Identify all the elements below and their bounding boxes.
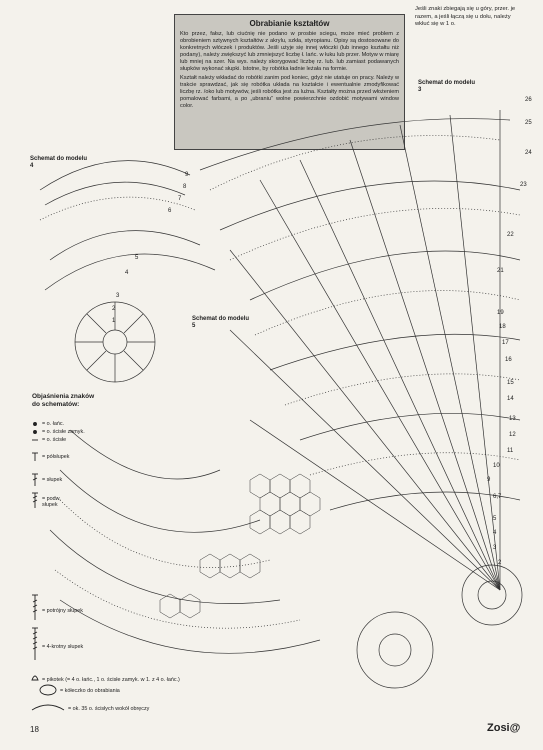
ring-icon	[40, 685, 56, 695]
legend-picot: = pikotek (= 4 o. łańc., 1 o. ścisłe zamyk. w 1. z 4 o. łańc.)	[42, 677, 180, 683]
row-number: 15	[507, 380, 514, 386]
row-number: 23	[520, 182, 527, 188]
row-number: 11	[507, 448, 514, 454]
brand-logo: Zosi@	[487, 722, 521, 734]
row-number: 19	[497, 310, 504, 316]
double-crochet-icon	[32, 474, 38, 486]
page-number: 18	[30, 725, 39, 734]
row-number: 14	[507, 396, 514, 402]
label-schemat-5: Schemat do modelu 5	[192, 316, 250, 329]
row-number: 16	[505, 357, 512, 363]
row-number: 26	[525, 97, 532, 103]
quadruple-treble-icon	[32, 628, 38, 660]
legend-symbols	[32, 423, 67, 711]
row-number: 17	[502, 340, 509, 346]
row-number: 21	[497, 268, 504, 274]
row-number: 22	[507, 232, 514, 238]
row-number: 25	[525, 120, 532, 126]
row-number: 1	[112, 318, 116, 324]
legend-double: = słupek	[42, 477, 63, 483]
legend-half-double: = półsłupek	[42, 454, 70, 460]
treble-icon	[32, 493, 38, 508]
row-number: 3	[493, 545, 497, 551]
chain-dot-icon	[34, 423, 37, 426]
side-note: Jeśli znaki zbiegają się u góry, przer. je razem, a jeśli łączą się u dołu, należy wkłuć się w 1 o.	[415, 6, 516, 27]
legend-quadruple-treble: = 4-krotny słupek	[42, 644, 84, 650]
label-schemat-3: Schemat do modelu 3	[418, 80, 476, 93]
row-number: 8	[183, 184, 187, 190]
row-number: 4	[125, 270, 129, 276]
info-paragraph-1: Kto przez, fałsz, lub ciućnię nie podano w prosbie sciegu, może mieć problem z obrobieniem sztywnych kształtów z akrylu, szkła, styropianu. Opisy są dostosowane do konkretnych włóczek i produktów. Jeśli użyje się innej włóczki (lub innego kształtu niż podany), należy zwiększyć lub zmniejszyć liczbę ł. lańc. w łuku lub przer. Motyw w miarę lub mniej na szer. Na wys. należy skorygować liczbę rz. lub. lub zamiast podawanych słupków wykonać słupki. Istotne, by robótka ładnie leżała na formie.	[180, 31, 399, 72]
picot-icon	[32, 676, 38, 680]
row-number: 5	[135, 255, 139, 261]
row-number: 2	[498, 560, 502, 566]
row-number: 6,7	[493, 494, 502, 500]
row-number: 6	[168, 208, 172, 214]
triple-treble-icon	[32, 595, 38, 620]
row-number: 2	[112, 306, 116, 312]
row-number: 5	[493, 516, 497, 522]
row-number: 7	[178, 196, 182, 202]
arc-icon	[32, 705, 64, 710]
info-paragraph-2: Kształt należy wkładać do robótki zanim pod koniec, gdyż nie utatuje on pracy. Należy w trakcie sprawdzać, jak się robótka układa na kształcie i ewentualnie zmodyfikować liczbę rz. /oko lub motywów, jeśli robótka jest za luźna. Kształty można przed włożeniem pomalować farbami, a po „ubraniu” wolne powierzchnie ozdobić motywami window color.	[180, 75, 399, 109]
legend-single: = o. ścisłe	[42, 437, 67, 443]
row-number: 13	[509, 416, 516, 422]
row-number: 9	[185, 172, 189, 178]
row-number: 10	[493, 463, 500, 469]
row-number: 3	[116, 293, 120, 299]
legend-title: Objaśnienia znaków do schematów:	[32, 393, 95, 408]
row-number: 18	[499, 324, 506, 330]
legend-triple-treble: = potrójny słupek	[42, 608, 83, 614]
small-motif-spokes	[75, 302, 155, 382]
legend-ring: = kółeczko do obrabiania	[60, 688, 120, 694]
legend-treble: = podw. słupek	[42, 496, 61, 508]
row-number: 9	[487, 477, 491, 483]
legend-chain: = o. łańc.	[42, 421, 65, 427]
legend-slip: = o. ścisłe zamyk.	[42, 429, 85, 435]
row-number: 12	[509, 432, 516, 438]
legend-arc: = ok. 35 o. ścisłych wokół obręczy	[68, 706, 150, 712]
info-box-title: Obrabianie kształtów	[249, 19, 330, 28]
row-number: 4	[493, 530, 497, 536]
half-double-icon	[32, 453, 38, 461]
label-schemat-4: Schemat do modelu 4	[30, 156, 88, 169]
row-number: 24	[525, 150, 532, 156]
slip-stitch-icon	[34, 431, 37, 434]
